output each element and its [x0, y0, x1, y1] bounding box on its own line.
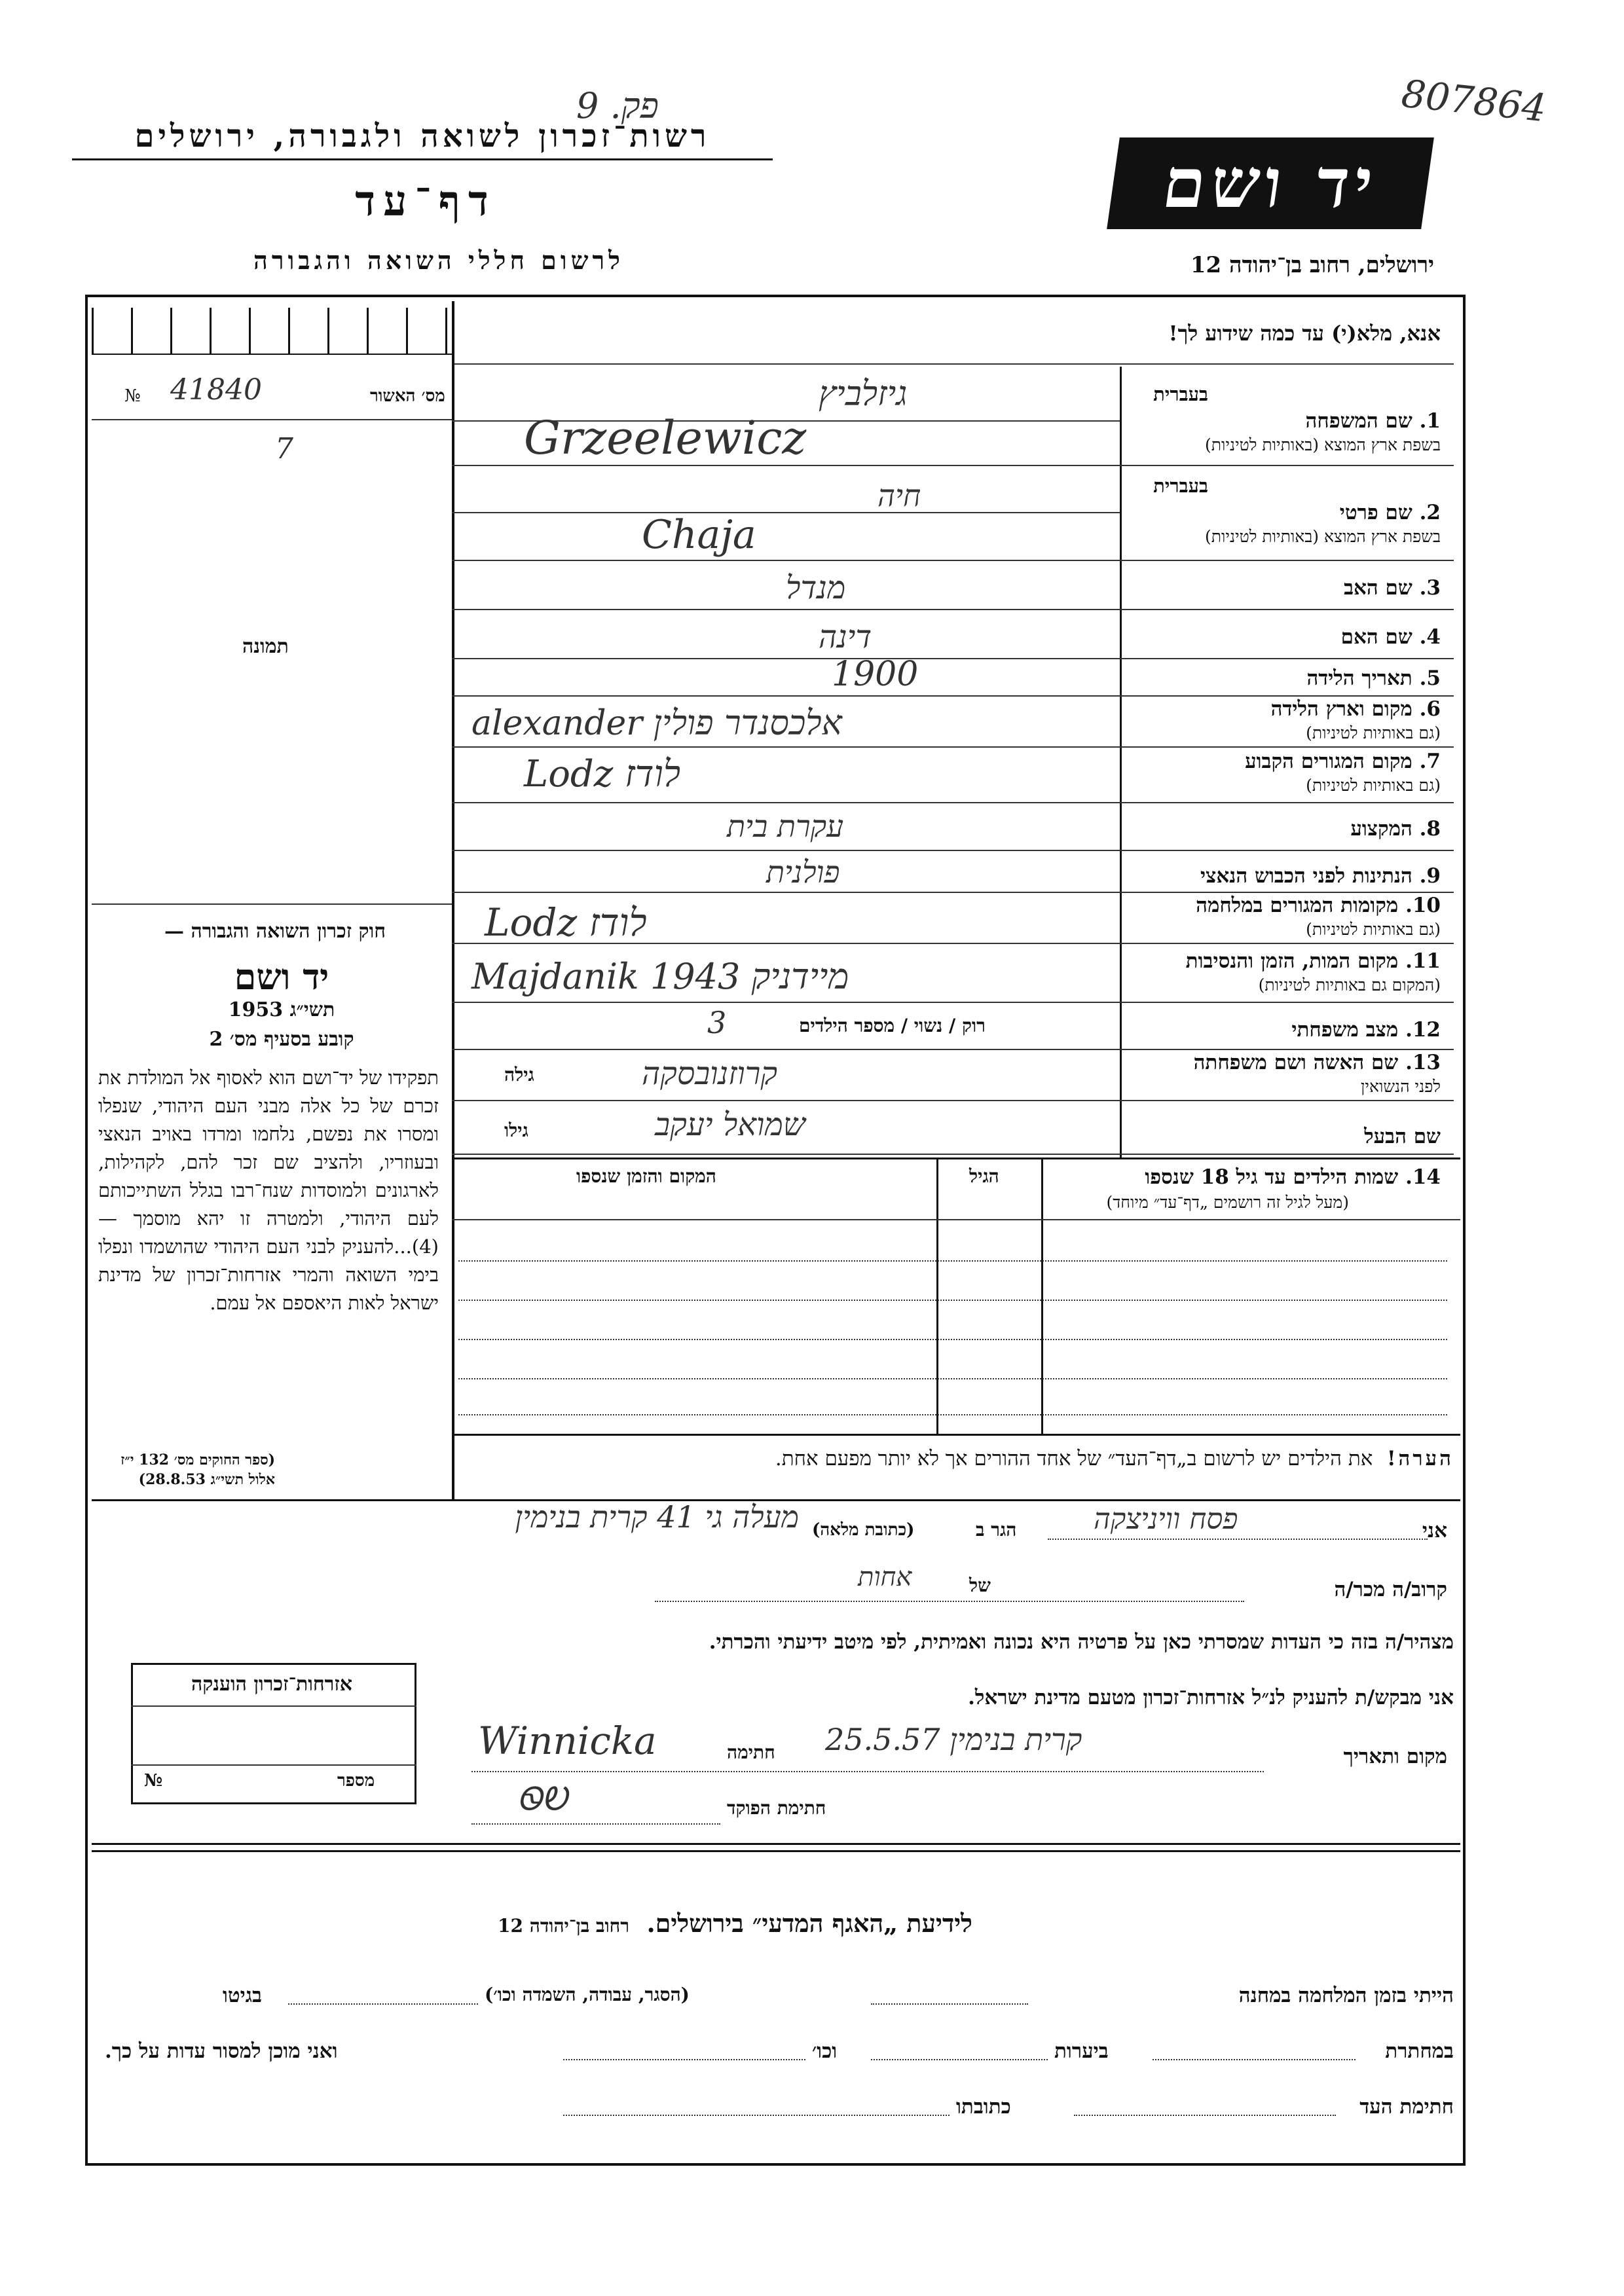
field-8-label: 8. המקצוע — [1350, 817, 1441, 841]
field-1-label: 1. שם המשפחה — [1305, 409, 1441, 433]
declarant-gar-b: הגר ב — [976, 1519, 1017, 1540]
relative-of-value[interactable]: אחות — [858, 1562, 912, 1592]
clerk-sig-label: חתימת הפוקד — [727, 1797, 826, 1819]
relative-label: קרוב/ה מכר/ה — [1334, 1578, 1447, 1601]
place-date-line — [471, 1771, 1264, 1772]
field-13-age-label: גילה — [504, 1064, 534, 1085]
bottom-line1-a: הייתי בזמן המלחמה במחנה — [1238, 1984, 1454, 2007]
photo-bottom-rule — [92, 903, 452, 905]
label-column-divider — [1120, 367, 1122, 1159]
children-row-3[interactable] — [458, 1339, 1447, 1340]
children-col-place: המקום והזמן שנספו — [576, 1165, 716, 1187]
field-7-label: 7. מקום המגורים הקבוע — [1245, 750, 1441, 773]
field-9-value[interactable]: פולנית — [766, 854, 840, 890]
citizenship-title-rule — [131, 1705, 416, 1707]
field-12-rule — [452, 1049, 1454, 1050]
children-header-rule — [452, 1219, 1460, 1220]
bottom-line3-b: כתובתו — [956, 2095, 1011, 2119]
law-year: תשי״ג 1953 — [228, 998, 335, 1021]
field-4-value[interactable]: דינה — [819, 619, 872, 655]
field-1-rule-b — [452, 465, 1454, 466]
field-11-sub: (המקום גם באותיות לטיניות) — [1258, 975, 1441, 994]
left-column-divider — [452, 301, 454, 1499]
field-5-label: 5. תאריך הלידה — [1306, 666, 1441, 690]
instruction-rule — [452, 363, 1454, 365]
field-10-sub: (גם באותיות לטיניות) — [1306, 920, 1441, 939]
husband-label: שם הבעל — [1364, 1125, 1441, 1148]
declarant-address-label: (כתובת מלאה) — [812, 1520, 915, 1540]
signature-value[interactable]: Winnicka — [478, 1719, 657, 1763]
declarant-name[interactable]: פסח וויניצקה — [1094, 1503, 1238, 1536]
field-4-rule — [452, 658, 1454, 659]
bottom-title: לידיעת „האגף המדעי״ בירושלים. רחוב בן־יהודה 12 — [498, 1908, 972, 1938]
husband-age-label: גילו — [504, 1120, 528, 1141]
header-address: ירושלים, רחוב בן־יהודה 12 — [1190, 252, 1434, 278]
bottom-line3-field-b[interactable] — [563, 2115, 950, 2116]
field-11-rule — [452, 1002, 1454, 1003]
bottom-line2-field-a[interactable] — [1153, 2059, 1356, 2060]
authority-name: רשות־זכרון לשואה ולגבורה, ירושלים — [72, 118, 773, 160]
place-date-label: מקום ותאריך — [1343, 1745, 1447, 1768]
field-13-value[interactable]: קרוזנובסקה — [642, 1055, 778, 1092]
approval-number[interactable]: 41840 — [170, 373, 262, 407]
children-table-bottom — [452, 1434, 1460, 1436]
signature-label: חתימה — [727, 1741, 775, 1763]
field-8-rule — [452, 850, 1454, 851]
relative-line — [655, 1601, 1244, 1602]
place-date-value[interactable]: קרית בנימין 25.5.57 — [825, 1722, 1082, 1757]
citizenship-no-sign: № — [144, 1771, 163, 1791]
field-3-label: 3. שם האב — [1344, 576, 1441, 600]
field-2-hebrew-tag: בעברית — [1153, 475, 1208, 497]
field-1-hebrew-tag: בעברית — [1153, 383, 1208, 405]
field-11-label: 11. מקום המות, הזמן והנסיבות — [1185, 949, 1441, 973]
bottom-line2-field-b[interactable] — [871, 2059, 1048, 2060]
field-11-value[interactable]: מיידניק 1943 Majdanik — [471, 956, 849, 997]
bottom-double-rule — [92, 1843, 1460, 1852]
declarant-ani: אני — [1422, 1519, 1447, 1542]
citizenship-title: אזרחות־זכרון הוענקה — [191, 1673, 353, 1696]
field-1-sub: בשפת ארץ המוצא (באותיות לטיניות) — [1205, 435, 1441, 454]
law-clause: קובע בסעיף מס׳ 2 — [209, 1028, 354, 1051]
bottom-line1-b: (הסגר, עבודה, השמדה וכו׳) — [485, 1984, 690, 2005]
children-row-4[interactable] — [458, 1378, 1447, 1379]
children-col-divider-2 — [1041, 1159, 1043, 1434]
clerk-sig-line — [471, 1823, 720, 1825]
bottom-line3-field-a[interactable] — [1074, 2115, 1336, 2116]
photo-label: תמונה — [242, 635, 289, 658]
approval-rule — [92, 419, 452, 420]
field-5-rule — [452, 695, 1454, 697]
field-9-label: 9. הנתינות לפני הכבוש הנאצי — [1200, 864, 1441, 888]
field-1-value-hebrew[interactable]: גיזלביץ — [819, 374, 908, 414]
children-row-5[interactable] — [458, 1414, 1447, 1415]
field-10-value[interactable]: לודז Lodz — [485, 900, 647, 945]
form-instruction: אנא, מלא(י) עד כמה שידוע לך! — [1168, 321, 1441, 346]
citizenship-num-label: מספר — [337, 1771, 375, 1791]
bottom-line1-c: בגיטו — [223, 1984, 262, 2007]
children-table-top — [452, 1157, 1460, 1159]
field-2-rule-a — [452, 512, 1120, 513]
field-8-value[interactable]: עקרת בית — [727, 809, 844, 844]
approval-no-sign: № — [124, 386, 141, 406]
bottom-line1-field-a[interactable] — [871, 2003, 1028, 2005]
declaration-text: מצהיר/ה בזה כי העדות שמסרתי כאן על פרטיה היא נכונה ואמיתית, לפי מיטב ידיעתי והכרתי. — [709, 1630, 1454, 1654]
field-12-extra: רוק / נשוי / מספר הילדים — [799, 1015, 986, 1036]
approval-label: מס׳ האשור — [370, 386, 445, 406]
law-body: תפקידו של יד־ושם הוא לאסוף אל המולדת את זכרם של כל אלה מבני העם היהודי, שנפלו ומסרו את נפשם, נלחמו ומרדו באויב הנאצי ובעוזריו, ולהציב שם זכר להם, לקהילות, לארגונים ולמוסדות שנח־רבו בגלל השתייכותם לעם היהודי, ולמטרה זו יהא מוסמך — (4)...להעניק לבני העם היהודי שהושמדו ונפלו בימי השואה והמרי אזרחות־זכרון של מדינת ישראל לאות היאספם אל עמם. — [98, 1066, 439, 1314]
field-13-sub: לפני הנשואין — [1361, 1077, 1441, 1096]
document-title: דף־עד — [355, 177, 496, 226]
field-5-value[interactable]: 1900 — [832, 655, 919, 694]
field-7-value[interactable]: לודז Lodz — [524, 753, 681, 795]
field-6-value[interactable]: אלכסנדר פולין alexander — [471, 704, 842, 743]
field-7-rule — [452, 802, 1454, 803]
law-name: יד ושם — [234, 956, 329, 998]
husband-value[interactable]: שמואל יעקב — [655, 1106, 805, 1143]
relative-of-label: של — [969, 1575, 991, 1596]
field-4-label: 4. שם האם — [1340, 625, 1441, 649]
approval-extra: 7 — [275, 432, 293, 465]
field-2-value-latin[interactable]: Chaja — [642, 512, 756, 558]
bottom-line2-b: ביערות — [1054, 2039, 1109, 2063]
bottom-line1-field-b[interactable] — [288, 2003, 478, 2005]
declarant-address[interactable]: מעלה גי 41 קרית בנימין — [515, 1499, 799, 1535]
bottom-line2-a: במחתרת — [1385, 2039, 1454, 2063]
husband-rule — [452, 1154, 1454, 1155]
children-label: 14. שמות הילדים עד גיל 18 שנספו — [1145, 1165, 1441, 1189]
request-text: אני מבקש/ת להעניק לנ״ל אזרחות־זכרון מטעם מדינת ישראל. — [968, 1686, 1454, 1709]
citizenship-num-rule — [131, 1764, 416, 1766]
field-10-label: 10. מקומות המגורים במלחמה — [1196, 894, 1441, 917]
children-col-divider-1 — [936, 1159, 938, 1434]
bottom-line2-c: וכו׳ — [812, 2039, 838, 2063]
field-10-rule — [452, 943, 1454, 944]
archive-number: 807864 — [1399, 71, 1549, 131]
law-title: חוק זכרון השואה והגבורה — — [164, 920, 386, 943]
field-6-sub: (גם באותיות לטיניות) — [1306, 723, 1441, 742]
approval-ticks — [92, 308, 452, 355]
field-13-rule — [452, 1100, 1454, 1101]
field-13-label: 13. שם האשה ושם משפחתה — [1193, 1051, 1441, 1074]
document-subtitle: לרשום חללי השואה והגבורה — [253, 246, 624, 275]
handwritten-file-note: פק. 9 — [576, 85, 659, 126]
bottom-line3-a: חתימת העד — [1359, 2095, 1454, 2119]
field-7-sub: (גם באותיות לטיניות) — [1306, 776, 1441, 795]
field-12-label: 12. מצב משפחתי — [1291, 1018, 1441, 1042]
field-6-label: 6. מקום וארץ הלידה — [1270, 697, 1441, 721]
field-2-label: 2. שם פרטי — [1339, 501, 1441, 524]
field-2-rule-b — [452, 560, 1454, 561]
field-2-value-hebrew[interactable]: חיה — [877, 478, 921, 513]
field-3-value[interactable]: מנדל — [786, 570, 846, 606]
field-2-sub: בשפת ארץ המוצא (באותיות לטיניות) — [1205, 527, 1441, 546]
children-sub: (מעל לגיל זה רושמים „דף־עד״ מיוחד) — [1106, 1193, 1349, 1212]
field-12-value[interactable]: 3 — [707, 1005, 727, 1040]
children-row-1[interactable] — [458, 1260, 1447, 1262]
clerk-sig-value[interactable]: ᏫᎧ — [517, 1781, 567, 1817]
field-6-rule — [452, 746, 1454, 748]
field-9-rule — [452, 892, 1454, 893]
note: הערה! את הילדים יש לרשום ב„דף־העד״ של אחד ההורים אך לא יותר מפעם אחת. — [775, 1447, 1454, 1470]
field-3-rule — [452, 609, 1454, 610]
bottom-line2-field-c[interactable] — [563, 2059, 805, 2060]
field-1-value-latin[interactable]: Grzeelewicz — [524, 411, 807, 465]
bottom-line2-d: ואני מוכן למסור עדות על כך. — [105, 2039, 338, 2063]
children-row-2[interactable] — [458, 1300, 1447, 1301]
children-col-age: הגיל — [969, 1165, 999, 1187]
yad-vashem-logo: יד ושם — [1107, 137, 1434, 229]
law-source: (ספר החוקים מס׳ 132 י״ז אלול תשי״ג 28.8.53) — [120, 1451, 275, 1488]
declarant-name-line — [1048, 1539, 1428, 1540]
